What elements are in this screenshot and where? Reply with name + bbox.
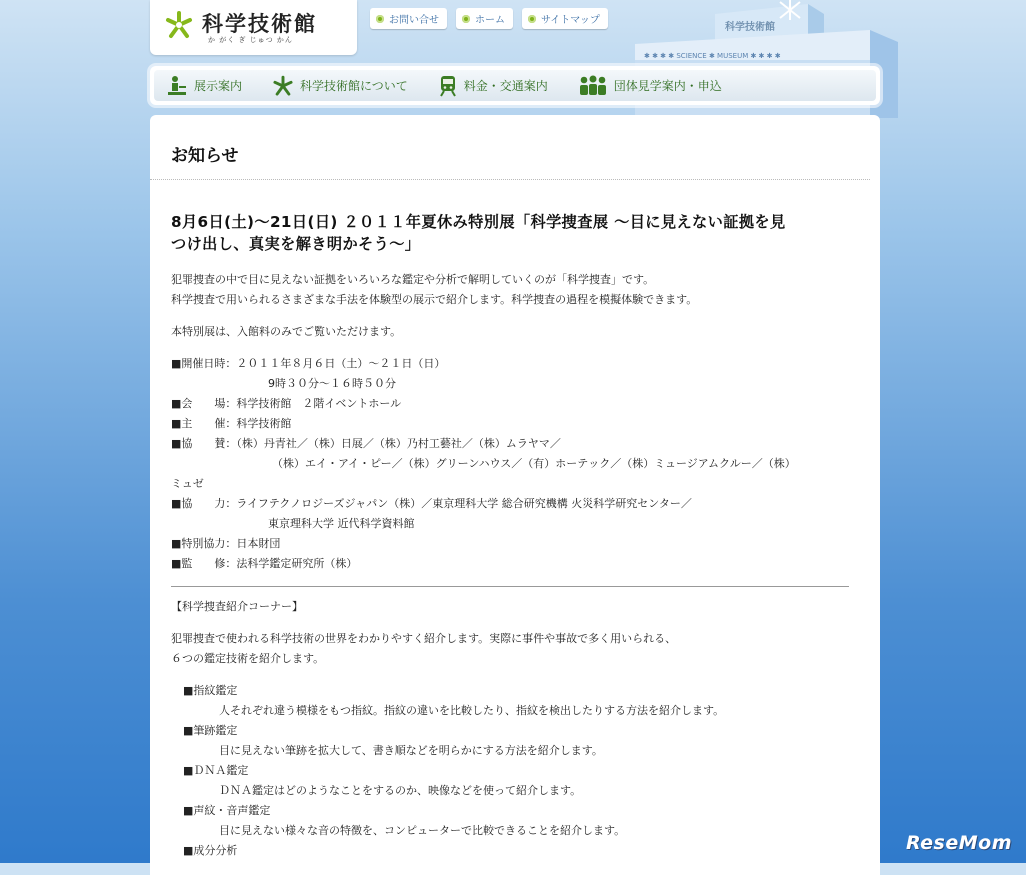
nav-groups[interactable] xyxy=(578,70,722,101)
content-panel xyxy=(150,115,880,875)
bullet-icon xyxy=(528,15,536,23)
logo-star-icon xyxy=(164,10,194,40)
technique-name: ■成分分析 xyxy=(183,844,238,857)
train-icon xyxy=(438,75,458,97)
main-nav xyxy=(150,66,880,105)
event-special-cooperation: ■特別協力：日本財団 xyxy=(171,537,281,550)
sitemap-label: サイトマップ xyxy=(541,15,600,26)
nav-about-label: 科学技術館について xyxy=(300,79,408,93)
event-host: ■主 催：科学技術館 xyxy=(171,417,292,430)
contact-label: お問い合せ xyxy=(389,15,439,26)
exhibit-person-icon xyxy=(166,75,188,97)
intro-line: 科学捜査で用いられるさまざまな手法を体験型の展示で紹介します。科学捜査の過程を模擬体験できます。 xyxy=(171,293,698,306)
article-headline xyxy=(171,211,851,255)
technique-name: ■指紋鑑定 xyxy=(183,684,238,697)
news-article xyxy=(171,211,851,861)
event-cooperation-cont: 東京理科大学 近代科学資料館 xyxy=(268,517,415,530)
contact-link[interactable] xyxy=(370,8,447,29)
technique-desc: 目に見えない筆跡を拡大して、書き順などを明らかにする方法を紹介します。 xyxy=(219,744,603,757)
technique-name: ■声紋・音声鑑定 xyxy=(183,804,271,817)
home-label: ホーム xyxy=(475,15,505,26)
nav-exhibits[interactable] xyxy=(166,70,242,101)
event-supervision: ■監 修：法科学鑑定研究所（株） xyxy=(171,557,358,570)
event-sponsors-cont: （株）エイ・アイ・ピー／（株）グリーンハウス／（有）ホーテック／（株）ミュージアムクルー／（株） xyxy=(272,457,796,470)
bullet-icon xyxy=(376,15,384,23)
technique-desc: ＤＮＡ鑑定はどのようなことをするのか、映像などを使って紹介します。 xyxy=(219,784,582,797)
section-divider xyxy=(171,586,849,587)
building-banner: ✱ ✱ ✱ ✱ SCIENCE ✱ MUSEUM ✱ ✱ ✱ ✱ xyxy=(644,52,781,60)
intro-line: 犯罪捜査の中で目に見えない証拠をいろいろな鑑定や分析で解明していくのが「科学捜査」です。 xyxy=(171,273,655,286)
technique-name: ■筆跡鑑定 xyxy=(183,724,238,737)
corner-intro: 犯罪捜査で使われる科学技術の世界をわかりやすく紹介します。実際に事件や事故で多く用いられる、 xyxy=(171,632,677,645)
sitemap-link[interactable] xyxy=(522,8,608,29)
corner-title: 【科学捜査紹介コーナー】 xyxy=(171,600,303,613)
group-icon xyxy=(578,75,608,97)
corner-intro: ６つの鑑定技術を紹介します。 xyxy=(171,652,325,665)
event-hours: 9時３０分〜１６時５０分 xyxy=(268,377,396,390)
technique-name: ■ＤＮＡ鑑定 xyxy=(183,764,249,777)
headline-line-1: 8月6日(土)〜21日(日) ２０１１年夏休み特別展「科学捜査展 〜目に見えない証拠を見 xyxy=(171,213,786,231)
logo-ruby: か がく ぎ じゅつ かん xyxy=(208,36,293,44)
headline-line-2: つけ出し、真実を解き明かそう〜」 xyxy=(171,235,421,253)
event-dates: ■開催日時：２０１１年８月６日（土）〜２１日（日） xyxy=(171,357,446,370)
divider xyxy=(150,179,870,180)
nav-exhibits-label: 展示案内 xyxy=(194,79,243,93)
resemom-watermark: ReseMom xyxy=(905,832,1012,854)
building-sign: 科学技術館 xyxy=(725,22,775,33)
utility-nav xyxy=(370,8,608,29)
event-sponsors-cont: ミュゼ xyxy=(171,477,204,490)
nav-fees-label: 料金・交通案内 xyxy=(463,79,548,93)
technique-desc: 人それぞれ違う模様をもつ指紋。指紋の違いを比較したり、指紋を検出したりする方法を紹介します。 xyxy=(219,704,725,717)
nav-fees[interactable] xyxy=(438,70,548,101)
star-logo-icon xyxy=(272,75,294,97)
home-link[interactable] xyxy=(456,8,513,29)
event-cooperation: ■協 力：ライフテクノロジーズジャパン（株）／東京理科大学 総合研究機構 火災科学研究センター／ xyxy=(171,497,692,510)
nav-groups-label: 団体見学案内・申込 xyxy=(613,79,722,93)
event-venue: ■会 場：科学技術館 ２階イベントホール xyxy=(171,397,402,410)
site-logo[interactable] xyxy=(150,0,357,55)
page-title: お知らせ xyxy=(171,146,239,166)
event-sponsors: ■協 賛：（株）丹青社／（株）日展／（株）乃村工藝社／（株）ムラヤマ／ xyxy=(171,437,561,450)
nav-about[interactable] xyxy=(272,70,408,101)
logo-title: 科学技術館 xyxy=(202,12,317,36)
admission-note: 本特別展は、入館料のみでご覧いただけます。 xyxy=(171,325,402,338)
bullet-icon xyxy=(462,15,470,23)
technique-desc: 目に見えない様々な音の特徴を、コンピューターで比較できることを紹介します。 xyxy=(219,824,626,837)
